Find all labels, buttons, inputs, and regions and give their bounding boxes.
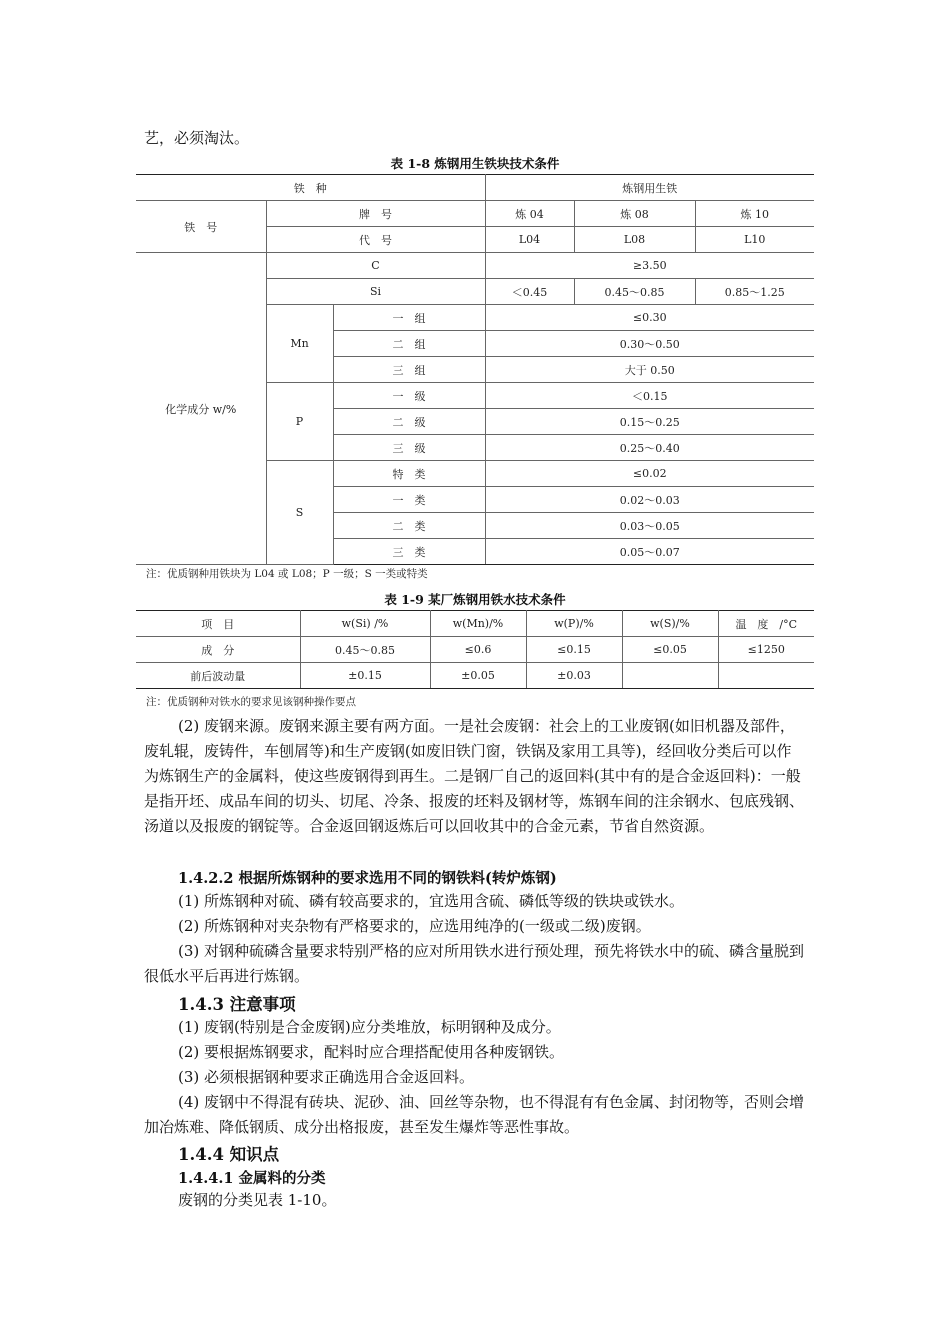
s-class-label: 二 类 [333, 513, 485, 539]
brand-cell: 炼 08 [574, 201, 695, 227]
list-item: (2) 要根据炼钢要求，配料时应合理搭配使用各种废钢铁。 [178, 1043, 565, 1061]
section-1-4-4-heading: 1.4.4 知识点 [178, 1145, 280, 1164]
table9-header: w(Si) /% [300, 611, 430, 637]
table9-cell [622, 663, 718, 689]
table9-cell: ±0.03 [526, 663, 622, 689]
table9-cell: ≤0.6 [430, 637, 526, 663]
p-grade-value: 0.25～0.40 [485, 435, 814, 461]
table9-header: 温 度 /°C [718, 611, 814, 637]
mn-group-value: 大于 0.50 [485, 357, 814, 383]
table8-note: 注：优质钢种用铁块为 L04 或 L08；P 一级；S 一类或特类 [146, 568, 428, 580]
scrap-source-paragraph: (2) 废钢来源。废钢来源主要有两方面。一是社会废钢：社会上的工业废钢(如旧机器及部件，废轧辊，废铸件，车刨屑等)和生产废钢(如废旧铁门窗，铁锅及家用工具等)，经回收分类后可以作为炼钢生产的金属料，使这些废钢得到再生。二是钢厂自己的返回料(其中有的是合金返回料)：一般是指开坯、成品车间的切头、切尾、冷条、报废的坯料及钢材等，炼钢车间的注余钢水、包底残钢、汤道以及报废的钢锭等。合金返回钢返炼后可以回收其中的合金元素，节省自然资源。 [144, 717, 805, 835]
mn-group-label: 一 组 [333, 305, 485, 331]
table9-cell: 前后波动量 [136, 663, 300, 689]
table9-cell: 成 分 [136, 637, 300, 663]
list-item: (1) 废钢(特别是合金废钢)应分类堆放，标明钢种及成分。 [178, 1018, 561, 1036]
section-1-4-3-heading: 1.4.3 注意事项 [178, 995, 296, 1014]
table9-note: 注：优质钢种对铁水的要求见该钢种操作要点 [146, 696, 356, 708]
list-item: (3) 对钢种硫磷含量要求特别严格的应对所用铁水进行预处理，预先将铁水中的硫、磷含量脱到很低水平后再进行炼钢。 [144, 942, 805, 985]
mn-group-label: 三 组 [333, 357, 485, 383]
list-item: (2) 所炼钢种对夹杂物有严格要求的，应选用纯净的(一级或二级)废钢。 [178, 917, 651, 935]
p-grade-label: 二 级 [333, 409, 485, 435]
table9-header: w(Mn)/% [430, 611, 526, 637]
mn-label: Mn [266, 305, 333, 383]
si-value: 0.45～0.85 [574, 279, 695, 305]
code-cell: L04 [485, 227, 574, 253]
brand-label: 牌 号 [266, 201, 485, 227]
list-item: (4) 废钢中不得混有砖块、泥砂、油、回丝等杂物，也不得混有有色金属、封闭物等，否则会增加冶炼难、降低钢质、成分出格报废，甚至发生爆炸等恶性事故。 [144, 1093, 805, 1136]
section-1-4-4-1-heading: 1.4.4.1 金属料的分类 [178, 1170, 326, 1187]
table9-caption: 表 1-9 某厂炼钢用铁水技术条件 [384, 592, 566, 607]
s-class-value: 0.05～0.07 [485, 539, 814, 565]
table9-cell [718, 663, 814, 689]
table8-caption: 表 1-8 炼钢用生铁块技术条件 [390, 156, 560, 171]
code-cell: L10 [695, 227, 814, 253]
p-grade-label: 三 级 [333, 435, 485, 461]
list-item: (1) 所炼钢种对硫、磷有较高要求的，宜选用含硫、磷低等级的铁块或铁水。 [178, 892, 685, 910]
grade-label: 铁 号 [136, 201, 266, 253]
mn-group-label: 二 组 [333, 331, 485, 357]
c-value: ≥3.50 [485, 253, 814, 279]
table9-header: w(S)/% [622, 611, 718, 637]
closing-paragraph: 废钢的分类见表 1-10。 [178, 1191, 337, 1209]
intro-text: 艺，必须淘汰。 [144, 129, 250, 147]
s-class-value: 0.02～0.03 [485, 487, 814, 513]
s-class-value: ≤0.02 [485, 461, 814, 487]
table9-header: 项 目 [136, 611, 300, 637]
p-label: P [266, 383, 333, 461]
brand-cell: 炼 10 [695, 201, 814, 227]
mn-group-value: ≤0.30 [485, 305, 814, 331]
mn-group-value: 0.30～0.50 [485, 331, 814, 357]
type-label: 铁 种 [136, 175, 485, 201]
p-grade-value: 0.15～0.25 [485, 409, 814, 435]
table9-header: w(P)/% [526, 611, 622, 637]
table9-cell: ±0.05 [430, 663, 526, 689]
c-label: C [266, 253, 485, 279]
chem-label: 化学成分 w/% [136, 253, 266, 565]
p-grade-value: ＜0.15 [485, 383, 814, 409]
code-cell: L08 [574, 227, 695, 253]
si-value: 0.85～1.25 [695, 279, 814, 305]
table9-cell: ≤0.05 [622, 637, 718, 663]
s-class-value: 0.03～0.05 [485, 513, 814, 539]
table9-cell: ≤1250 [718, 637, 814, 663]
si-value: ＜0.45 [485, 279, 574, 305]
brand-cell: 炼 04 [485, 201, 574, 227]
table9-cell: 0.45～0.85 [300, 637, 430, 663]
table-1-9 [136, 610, 814, 689]
p-grade-label: 一 级 [333, 383, 485, 409]
table9-cell: ≤0.15 [526, 637, 622, 663]
s-label: S [266, 461, 333, 565]
list-item: (3) 必须根据钢种要求正确选用合金返回料。 [178, 1068, 475, 1086]
table9-cell: ±0.15 [300, 663, 430, 689]
type-value: 炼钢用生铁 [485, 175, 814, 201]
s-class-label: 特 类 [333, 461, 485, 487]
section-1-4-2-2-heading: 1.4.2.2 根据所炼钢种的要求选用不同的钢铁料(转炉炼钢) [178, 870, 557, 887]
code-label: 代 号 [266, 227, 485, 253]
table-1-8 [136, 174, 814, 565]
s-class-label: 三 类 [333, 539, 485, 565]
si-label: Si [266, 279, 485, 305]
s-class-label: 一 类 [333, 487, 485, 513]
